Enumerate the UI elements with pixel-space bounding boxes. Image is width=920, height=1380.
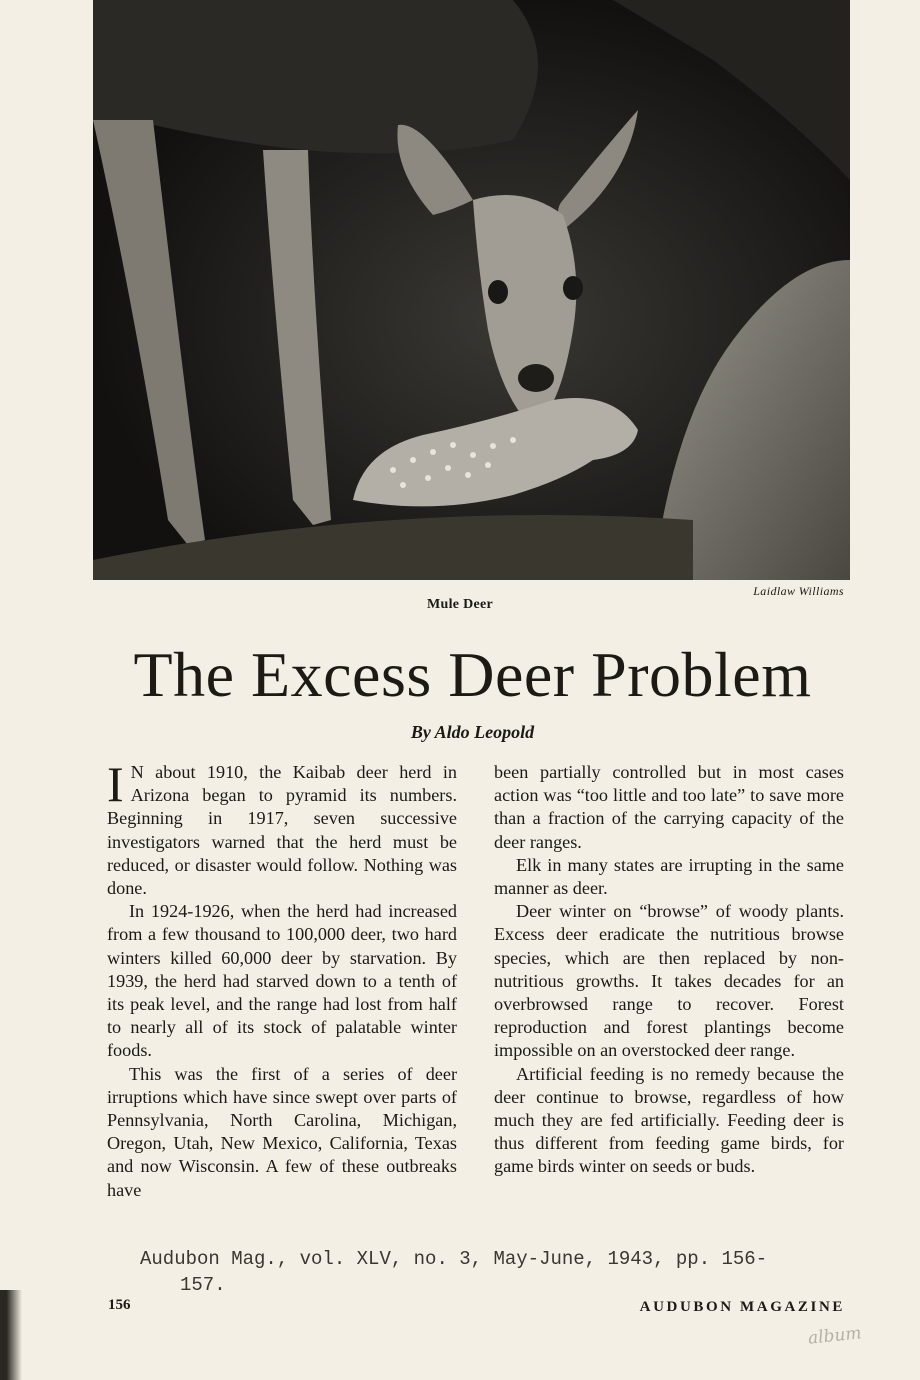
article-left-column [107,756,457,1202]
paragraph-6: Deer winter on “browse” of woody plants. Excess deer eradicate the nutritious browse species, which are then replaced by non-nutritious growths. It takes decades for an overbrowsed range to recover. Forest reproduction and forest plantings become impossible on an overstocked deer range. [494,901,844,1061]
paragraph-1-text: N about 1910, the Kaibab deer herd in Arizona began to pyramid its numbers. Beginning in 1917, seven successive investigators warned that the herd must be reduced, or disaster would follow. Nothing was done. [107,762,457,899]
magazine-name: AUDUBON MAGAZINE [639,1299,845,1315]
paragraph-7: Artificial feeding is no remedy because the deer continue to browse, regardless of how much they are fed artificially. Feeding deer is thus different from feeding game birds, for game birds winter on seeds or buds. [494,1063,844,1177]
citation-line-2: 157. [180,1274,226,1296]
page-number: 156 [108,1297,131,1313]
paragraph-3: This was the first of a series of deer irruptions which have since swept over parts of Pennsylvania, North Carolina, Michigan, Oregon, Utah, New Mexico, California, Texas and now Wisconsin. A few of these outbreaks have [107,1063,457,1200]
paragraph-1 [107,756,457,900]
pencil-annotation: album [807,1323,863,1349]
article-byline: By Aldo Leopold [410,722,535,742]
paragraph-4: been partially controlled but in most cases action was “too little and too late” to save more than a fraction of the carrying capacity of the deer ranges. [494,762,844,852]
mule-deer-photo [93,0,850,580]
paragraph-5: Elk in many states are irrupting in the same manner as deer. [494,854,844,899]
deer-illustration [93,0,850,580]
photo-credit: Laidlaw Williams [753,584,844,598]
photo-caption: Mule Deer [426,597,494,612]
typed-citation [140,1246,860,1298]
binding-shadow [0,1290,22,1380]
citation-line-1: Audubon Mag., vol. XLV, no. 3, May-June, 1943, pp. 156- [140,1248,768,1270]
article-right-column [494,761,844,1179]
paragraph-2: In 1924-1926, when the herd had increased from a few thousand to 100,000 deer, two hard winters killed 60,000 deer by starvation. By 1939, the herd had starved down to a tenth of its peak level, and the range had lost from half to nearly all of its stock of palatable winter foods. [107,901,457,1061]
article-title: The Excess Deer Problem [133,639,812,710]
drop-cap: I [107,756,124,812]
